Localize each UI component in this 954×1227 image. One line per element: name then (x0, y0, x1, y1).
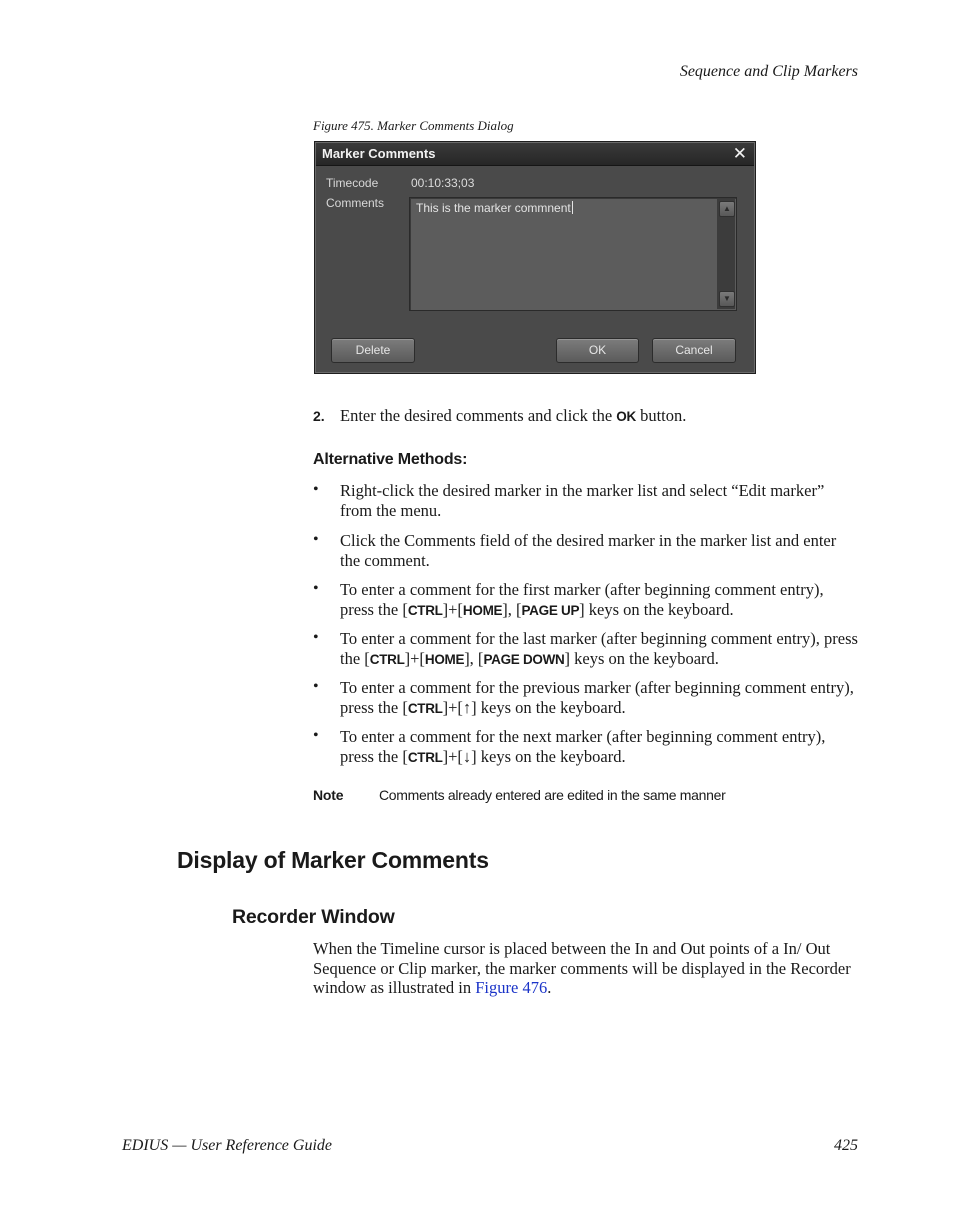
running-head: Sequence and Clip Markers (679, 63, 858, 80)
comments-textarea[interactable] (409, 197, 737, 311)
comments-label: Comments (326, 196, 385, 210)
figure-caption: Figure 475. Marker Comments Dialog (313, 118, 514, 133)
ok-button[interactable]: OK (556, 338, 639, 363)
timecode-label: Timecode (326, 176, 379, 190)
note-text: Comments already entered are edited in the same manner (379, 787, 726, 803)
cancel-button[interactable]: Cancel (652, 338, 736, 363)
ok-key: OK (616, 409, 636, 424)
list-item: Click the Comments field of the desired marker in the marker list and enter the comment. (340, 531, 837, 570)
page-number: 425 (834, 1137, 858, 1154)
list-item: To enter a comment for the last marker (after beginning comment entry), press the [CTRL]+[HOME], [PAGE DOWN] keys on the keyboard. (340, 629, 858, 668)
section-heading: Display of Marker Comments (177, 847, 489, 873)
bullet-glyph: • (313, 629, 319, 646)
footer-title: EDIUS — User Reference Guide (122, 1137, 333, 1154)
bullet-glyph: • (313, 481, 319, 498)
bullet-glyph: • (313, 678, 319, 695)
list-item: To enter a comment for the first marker (after beginning comment entry), press the [CTRL]+[HOME], [PAGE UP] keys on the keyboard. (340, 580, 824, 619)
step-number: 2. (313, 408, 325, 424)
timecode-value: 00:10:33;03 (411, 176, 475, 190)
list-item: To enter a comment for the previous marker (after beginning comment entry), press the [CTRL]+[↑] keys on the keyboard. (340, 678, 854, 717)
step-text: Enter the desired comments and click the OK button. (340, 406, 687, 425)
bullet-glyph: • (313, 531, 319, 548)
comments-text: This is the marker commnent (416, 201, 571, 215)
scroll-up-icon[interactable]: ▲ (719, 201, 735, 217)
list-item: To enter a comment for the next marker (after beginning comment entry), press the [CTRL]+[↓] keys on the keyboard. (340, 727, 826, 766)
bullet-glyph: • (313, 580, 319, 597)
note-label: Note (313, 787, 344, 803)
comments-scrollbar[interactable] (717, 199, 735, 309)
close-icon[interactable]: ✕ (732, 144, 747, 163)
dialog-title: Marker Comments (322, 146, 436, 161)
figure-476-link[interactable]: Figure 476 (475, 978, 548, 997)
bullet-glyph: • (313, 727, 319, 744)
list-item: Right-click the desired marker in the marker list and select “Edit marker” from the menu. (340, 481, 825, 520)
recorder-window-paragraph: When the Timeline cursor is placed between the In and Out points of a In/ Out Sequence or Clip marker, the marker comments will be displayed in the Recorder window as illustrated in Figure 476. (313, 939, 851, 997)
dialog-titlebar[interactable] (316, 143, 754, 166)
subsection-heading: Recorder Window (232, 906, 395, 928)
alternative-methods-heading: Alternative Methods: (313, 451, 468, 468)
text-caret (572, 201, 573, 214)
marker-comments-dialog (314, 141, 756, 374)
delete-button[interactable]: Delete (331, 338, 415, 363)
scroll-down-icon[interactable]: ▼ (719, 291, 735, 307)
